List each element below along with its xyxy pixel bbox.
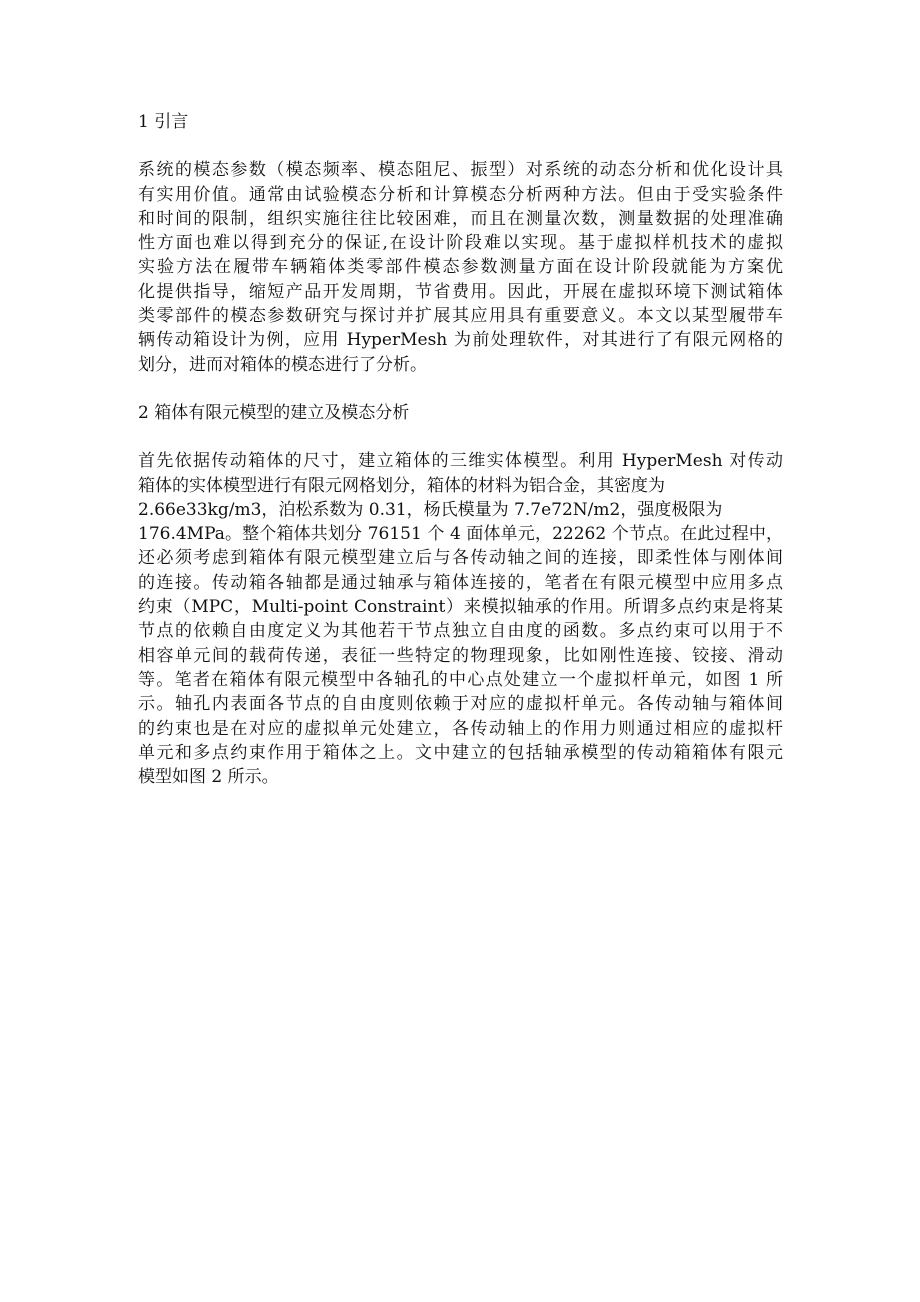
text-line: 2.66e33kg/m3，泊松系数为 0.31，杨氏模量为 7.7e72N/m2，强度极限为 [138,499,723,520]
text-line: 还必须考虑到箱体有限元模型建立后与各传动轴之间的连接，即柔性体与刚体间 [138,548,783,569]
section-heading-introduction: 1 引言 [138,112,189,132]
text-line: 化提供指导，缩短产品开发周期，节省费用。因此，开展在虚拟环境下测试箱体 [138,281,783,302]
text-line: 首先依据传动箱体的尺寸，建立箱体的三维实体模型。利用 HyperMesh 对传动 [138,451,783,472]
text-line: 类零部件的模态参数研究与探讨并扩展其应用具有重要意义。本文以某型履带车 [138,306,783,327]
text-line: 性方面也难以得到充分的保证,在设计阶段难以实现。基于虚拟样机技术的虚拟 [138,233,783,254]
text-line: 的连接。传动箱各轴都是通过轴承与箱体连接的，笔者在有限元模型中应用多点 [138,572,783,593]
text-line: 等。笔者在箱体有限元模型中各轴孔的中心点处建立一个虚拟杆单元，如图 1 所 [138,669,783,690]
text-line: 节点的依赖自由度定义为其他若干节点独立自由度的函数。多点约束可以用于不 [138,621,783,642]
section-heading-fem-model: 2 箱体有限元模型的建立及模态分析 [138,402,410,423]
text-line: 176.4MPa。整个箱体共划分 76151 个 4 面体单元，22262 个节点。在此过程中， [138,524,783,545]
text-line: 辆传动箱设计为例，应用 HyperMesh 为前处理软件，对其进行了有限元网格的 [138,330,783,351]
text-line: 箱体的实体模型进行有限元网格划分，箱体的材料为铝合金，其密度为 [138,475,665,496]
text-line: 实验方法在履带车辆箱体类零部件模态参数测量方面在设计阶段就能为方案优 [138,257,783,278]
text-line: 的约束也是在对应的虚拟单元处建立，各传动轴上的作用力则通过相应的虚拟杆 [138,718,783,739]
text-line: 系统的模态参数（模态频率、模态阻尼、振型）对系统的动态分析和优化设计具 [138,160,783,181]
paragraph-fem-model [138,449,783,789]
text-line: 有实用价值。通常由试验模态分析和计算模态分析两种方法。但由于受实验条件 [138,184,783,205]
text-line: 模型如图 2 所示。 [138,767,279,788]
text-line: 和时间的限制，组织实施往往比较困难，而且在测量次数，测量数据的处理准确 [138,208,783,229]
text-line: 约束（MPC，Multi-point Constraint）来模拟轴承的作用。所谓多点约束是将某 [138,597,783,618]
text-line: 单元和多点约束作用于箱体之上。文中建立的包括轴承模型的传动箱箱体有限元 [138,742,783,763]
paragraph-introduction [138,158,783,377]
document-body [138,110,783,789]
text-line: 示。轴孔内表面各节点的自由度则依赖于对应的虚拟杆单元。各传动轴与箱体间 [138,694,783,715]
text-line: 相容单元间的载荷传递，表征一些特定的物理现象，比如刚性连接、铰接、滑动 [138,645,783,666]
text-line: 划分，进而对箱体的模态进行了分析。 [138,354,427,375]
